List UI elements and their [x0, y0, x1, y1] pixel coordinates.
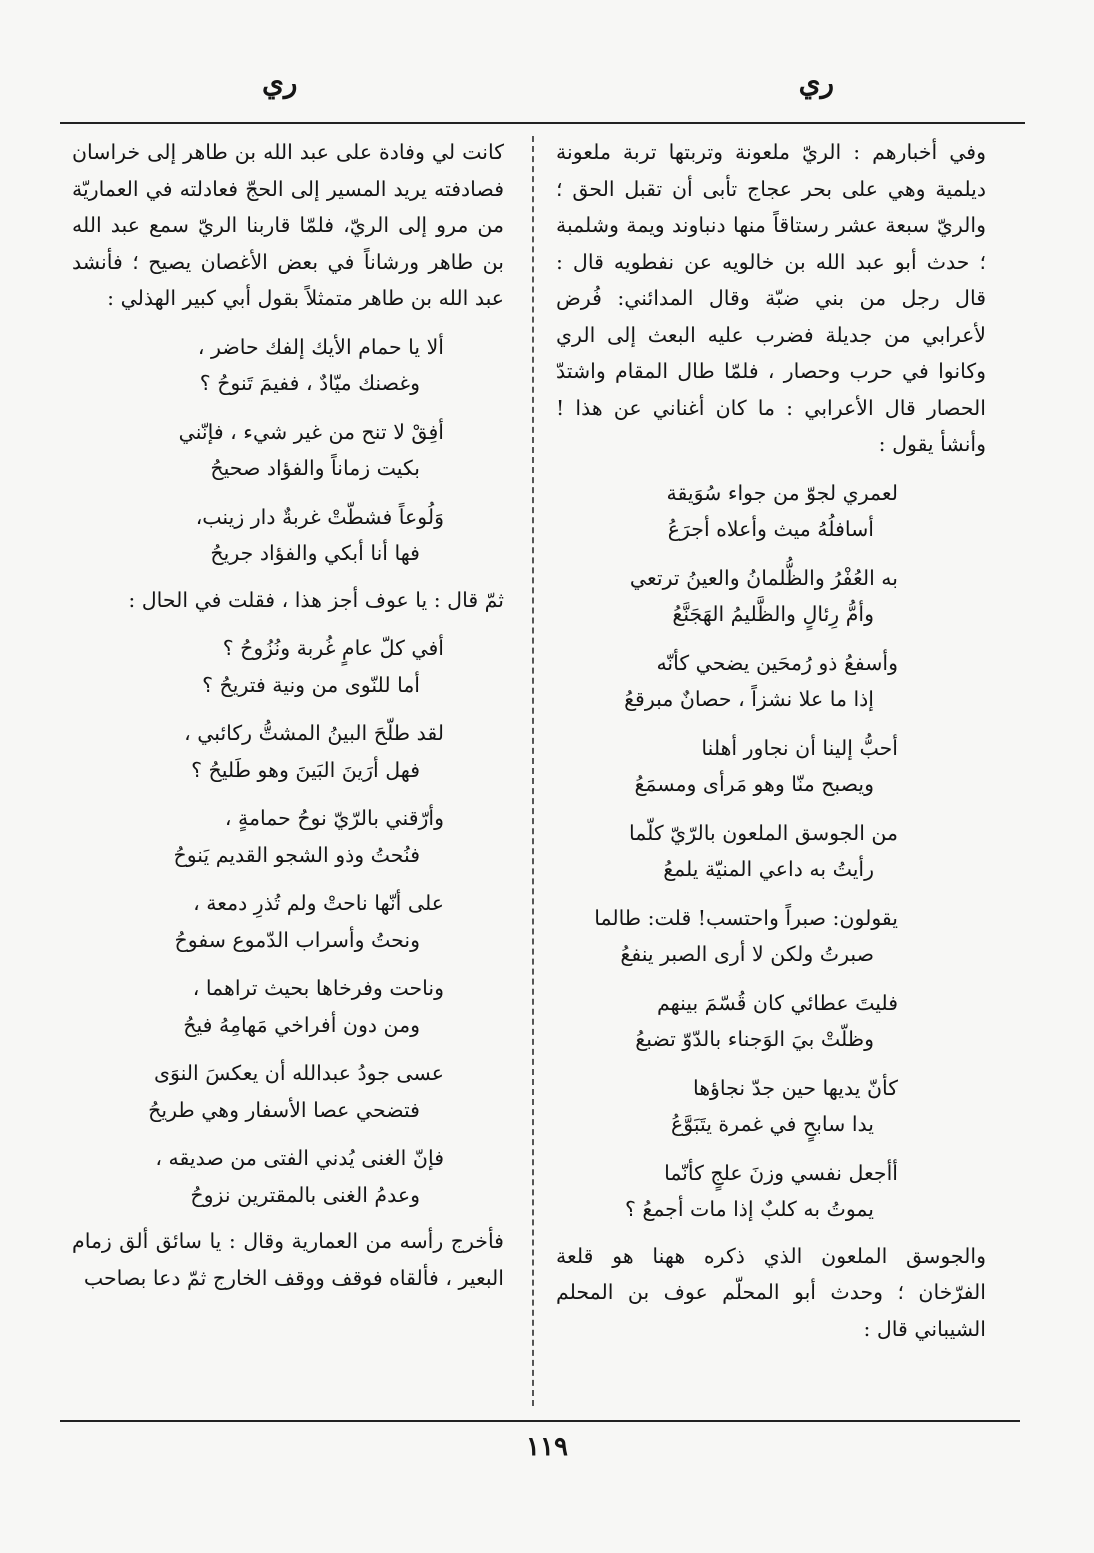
right-poem: [556, 475, 986, 1228]
verse-first-hemistich: يقولون: صبراً واحتسب! قلت: طالما: [594, 905, 898, 930]
verse: [72, 970, 504, 1043]
verse: [556, 475, 986, 548]
verse-second-hemistich: وأمُّ رِئالٍ والظَّليمُ الهَجَنَّعُ: [672, 602, 874, 626]
verse: [72, 329, 504, 402]
verse-first-hemistich: لقد طلّحَ البينُ المشتُّ ركائبي ،: [184, 721, 444, 745]
verse-second-hemistich: رأيتُ به داعي المنيّة يلمعُ: [663, 857, 874, 881]
footer-rule: [60, 1420, 1020, 1422]
verse-first-hemistich: وناحت وفرخاها بحيث تراهما ،: [192, 976, 444, 1000]
running-header-right: ري: [798, 66, 834, 99]
verse-second-hemistich: ونحتُ وأسراب الدّموع سفوحُ: [174, 927, 420, 952]
left-column: [72, 134, 504, 1296]
verse: [72, 414, 504, 487]
verse-second-hemistich: صبرتُ ولكن لا أرى الصبر ينفعُ: [620, 942, 874, 966]
verse-first-hemistich: عسى جودُ عبدالله أن يعكسَ النوَى: [153, 1061, 444, 1085]
verse-second-hemistich: وظلّتْ بيَ الوَجناء بالدّوّ تضبعُ: [635, 1027, 874, 1051]
verse: [556, 1155, 986, 1228]
verse: [556, 645, 986, 718]
verse-second-hemistich: فهل أرَينَ البَينَ وهو طَليحُ ؟: [191, 757, 420, 782]
verse: [556, 985, 986, 1058]
verse-second-hemistich: يموتُ به كلبٌ إذا مات أجمعُ ؟: [625, 1197, 874, 1221]
verse-second-hemistich: يدا سابحٍ في غمرة يتَبَوَّعُ: [671, 1112, 874, 1136]
verse-first-hemistich: به العُفْرُ والظُّلمانُ والعينُ ترتعي: [629, 565, 898, 590]
verse-second-hemistich: وغصنك ميّادٌ ، ففيمَ تَنوحُ ؟: [199, 371, 420, 395]
verse: [72, 1140, 504, 1213]
verse-second-hemistich: أسافلُهُ ميث وأعلاه أجرَعُ: [667, 517, 874, 541]
verse: [556, 1070, 986, 1143]
left-intro-paragraph: كانت لي وفادة على عبد الله بن طاهر إلى خراسان فصادفته يريد المسير إلى الحجّ فعادلته في العماريّة من مرو إلى الريّ، فلمّا قاربنا الريّ سمع عبد الله بن طاهر ورشاناً في بعض الأغصان يصيح ؛ فأنشد عبد الله بن طاهر متمثلاً بقول أبي كبير الهذلي :: [72, 140, 504, 310]
column-divider: [532, 136, 534, 1406]
right-outro-paragraph: والجوسق الملعون الذي ذكره ههنا هو قلعة الفرّخان ؛ وحدث أبو المحلّم عوف بن المحلم الشيباني قال :: [556, 1243, 986, 1341]
verse-first-hemistich: ألا يا حمام الأيك إلفك حاضر ،: [197, 334, 444, 359]
verse-first-hemistich: لعمري لجوّ من جواء سُوَيقة: [666, 480, 898, 505]
verse-second-hemistich: فها أنا أبكي والفؤاد جريحُ: [210, 541, 420, 565]
verse-first-hemistich: أأجعل نفسي وزنَ علجٍ كأنّما: [664, 1160, 898, 1185]
verse-second-hemistich: ومن دون أفراخي مَهامِهُ فيحُ: [183, 1012, 420, 1037]
verse-second-hemistich: إذا ما علا نشزاً ، حصانٌ مبرقعُ: [624, 687, 874, 711]
verse: [72, 885, 504, 958]
verse-second-hemistich: وعدمُ الغنى بالمقترين نزوحُ: [190, 1182, 420, 1207]
left-middle-paragraph: ثمّ قال : يا عوف أجز هذا ، فقلت في الحال :: [128, 587, 504, 612]
left-poem-1: [72, 329, 504, 572]
verse-second-hemistich: أما للنّوى من ونية فتريحُ ؟: [202, 672, 420, 697]
verse: [556, 730, 986, 803]
verse-second-hemistich: فنُحتُ وذو الشجو القديم يَنوحُ: [173, 842, 420, 867]
verse: [556, 560, 986, 633]
verse-first-hemistich: أفِقْ لا تنح من غير شيء ، فإنّني: [178, 419, 444, 444]
left-poem-2: [72, 630, 504, 1213]
page-number: ١١٩: [526, 1432, 568, 1462]
header-rule: [60, 122, 1025, 124]
verse-second-hemistich: فتضحي عصا الأسفار وهي طريحُ: [148, 1097, 420, 1122]
verse-second-hemistich: بكيت زماناً والفؤاد صحيحُ: [210, 456, 420, 480]
verse: [72, 1055, 504, 1128]
verse-first-hemistich: على أنّها ناحتْ ولم تُذرِ دمعة ،: [193, 891, 444, 915]
verse-first-hemistich: أحبُّ إلينا أن نجاور أهلنا: [701, 735, 898, 760]
right-column: [556, 134, 986, 1347]
running-header-left: ري: [262, 66, 298, 99]
verse: [72, 800, 504, 873]
verse: [556, 815, 986, 888]
verse-first-hemistich: وأسفعُ ذو رُمحَين يضحي كأنّه: [656, 650, 898, 675]
verse: [72, 499, 504, 572]
verse-first-hemistich: أفي كلّ عامٍ غُربة ونُزُوحُ ؟: [222, 636, 444, 660]
verse-first-hemistich: وَلُوعاً فشطّتْ غربةٌ دار زينب،: [195, 504, 444, 529]
verse: [556, 900, 986, 973]
right-intro-paragraph: وفي أخبارهم : الريّ ملعونة وتربتها تربة ملعونة ديلمية وهي على بحر عجاج تأبى أن تقبل الحق ؛ والريّ سبعة عشر رستاقاً منها دنباوند ويمة وشلمبة ؛ حدث أبو عبد الله بن خالويه عن نفطويه قال : قال رجل من بني ضبّة وقال المدائني: فُرض لأعرابي من جديلة فضرب عليه البعث إلى الري وكانوا في حرب وحصار ، فلمّا طال المقام واشتدّ الحصار قال الأعرابي : ما كان أغناني عن هذا ! وأنشأ يقول :: [556, 140, 986, 456]
verse-second-hemistich: ويصبح منّا وهو مَرأى ومسمَعُ: [634, 772, 874, 796]
verse-first-hemistich: وأرّقني بالرّيّ نوحُ حمامةٍ ،: [224, 806, 444, 830]
verse: [72, 630, 504, 703]
left-outro-paragraph: فأخرج رأسه من العمارية وقال : يا سائق ألق زمام البعير ، فألقاه فوقف ووقف الخارج ثمّ دعا بصاحب: [72, 1229, 504, 1290]
verse: [72, 715, 504, 788]
verse-first-hemistich: فليتَ عطائي كان قُسّمَ بينهم: [656, 990, 898, 1015]
verse-first-hemistich: من الجوسق الملعون بالرّيّ كلّما: [628, 820, 898, 845]
verse-first-hemistich: فإنّ الغنى يُدني الفتى من صديقه ،: [155, 1146, 444, 1170]
verse-first-hemistich: كأنّ يديها حين جدّ نجاؤها: [692, 1075, 898, 1100]
